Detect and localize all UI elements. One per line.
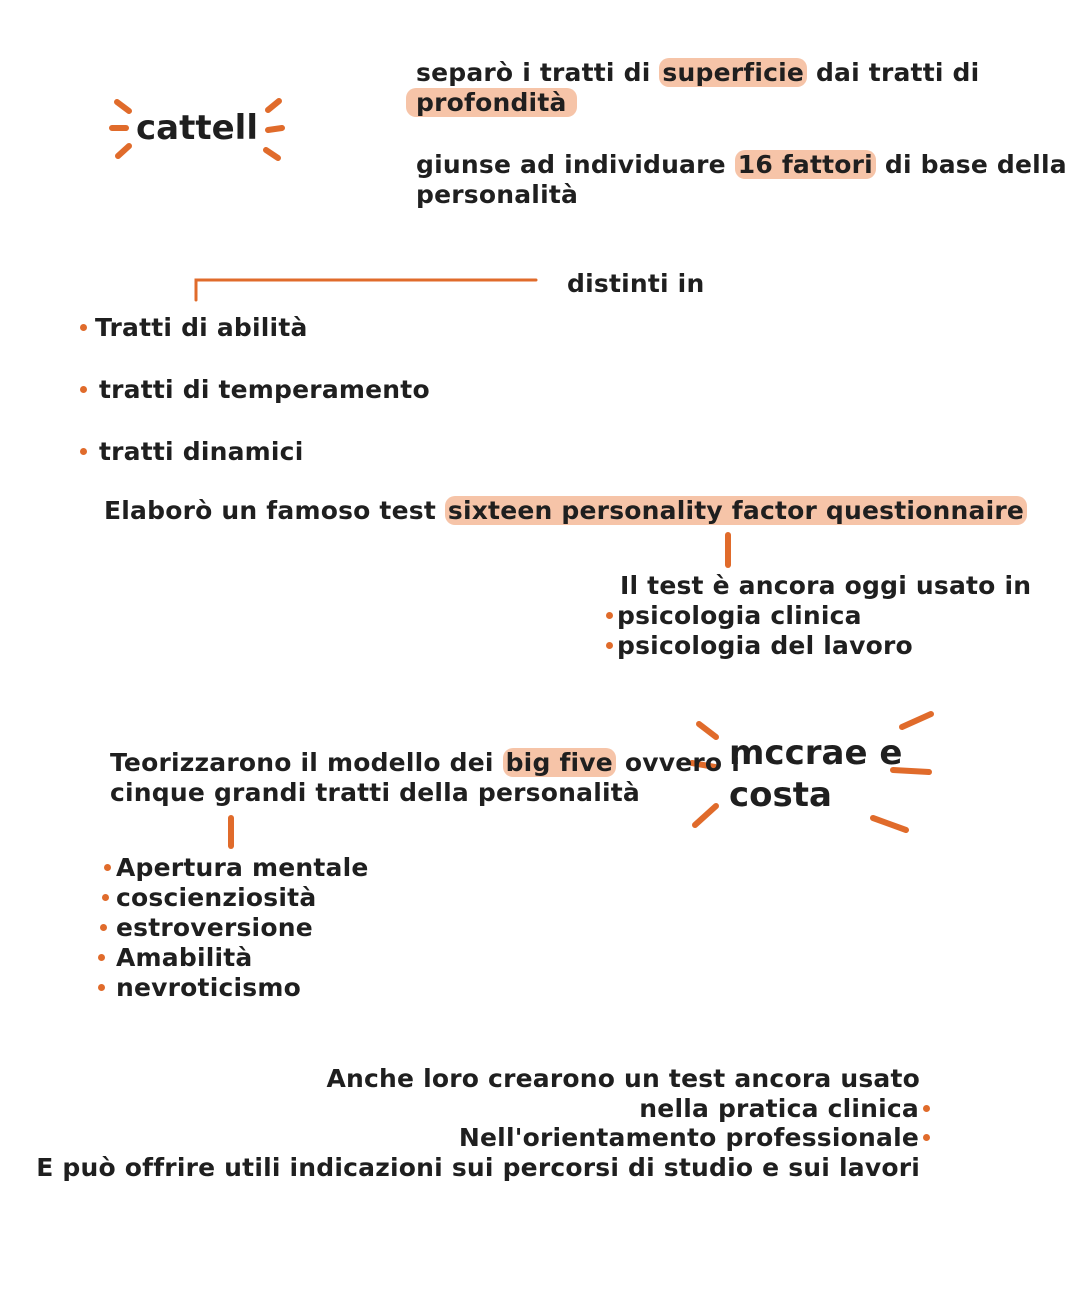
text-segment: Nell'orientamento professionale — [458, 1123, 919, 1152]
burst-stroke — [266, 150, 278, 158]
text-segment: Teorizzarono il modello dei — [110, 748, 503, 777]
bullet-dot — [80, 324, 87, 331]
uso-item — [606, 601, 862, 631]
mccrae-test-line1: Anche loro crearono un test ancora usato — [326, 1064, 920, 1093]
bigfive-label: Apertura mentale — [116, 853, 369, 882]
highlight-big-five: big five — [503, 748, 616, 777]
burst-stroke — [695, 806, 716, 825]
burst-stroke — [117, 102, 129, 111]
tratti-label: tratti di temperamento — [99, 375, 430, 404]
bigfive-item — [102, 883, 316, 913]
burst-stroke — [699, 724, 716, 737]
text-segment: ovvero i — [615, 748, 740, 777]
test-line — [104, 496, 1027, 526]
text-segment: dai tratti di — [807, 58, 980, 87]
tratti-label: tratti dinamici — [99, 437, 304, 466]
highlight-superficie: superficie — [659, 58, 807, 87]
tratti-item — [80, 437, 303, 467]
text-segment: Elaborò un famoso test — [104, 496, 445, 525]
bullet-dot — [80, 386, 87, 393]
burst-stroke — [118, 146, 129, 156]
uso-item — [606, 631, 913, 661]
bullet-dot — [98, 954, 105, 961]
highlight-profondita: profondità — [406, 88, 577, 117]
bigfive-label: coscienziosità — [116, 883, 317, 912]
theory-line2: cinque grandi tratti della personalità — [110, 778, 640, 807]
burst-stroke — [268, 101, 279, 110]
text-segment: giunse ad individuare — [416, 150, 735, 179]
distinti-connector — [196, 280, 536, 300]
cattell-title: cattell — [136, 108, 258, 148]
bigfive-item — [98, 943, 253, 973]
mccrae-title-line2: costa — [729, 775, 832, 815]
uso-label: psicologia clinica — [617, 601, 862, 630]
cattell-line2 — [406, 88, 577, 118]
bullet-dot — [104, 864, 111, 871]
mccrae-test-line4: E può offrire utili indicazioni sui percorsi di studio e sui lavori — [36, 1153, 920, 1182]
mccrae-title-line1: mccrae e — [729, 733, 903, 773]
cattell-line3 — [416, 150, 1067, 180]
text-segment: separò i tratti di — [416, 58, 660, 87]
uso-intro: Il test è ancora oggi usato in — [620, 571, 1032, 600]
highlight-16-fattori: 16 fattori — [735, 150, 876, 179]
tratti-label: Tratti di abilità — [95, 313, 308, 342]
mccrae-test-line2 — [639, 1094, 930, 1124]
bullet-dot — [923, 1105, 930, 1112]
highlight-16pf: sixteen personality factor questionnaire — [445, 496, 1027, 525]
uso-label: psicologia del lavoro — [617, 631, 913, 660]
cattell-line4: personalità — [416, 180, 579, 209]
mccrae-test-line3 — [459, 1123, 930, 1153]
bigfive-item — [104, 853, 369, 883]
bullet-dot — [102, 894, 109, 901]
theory-line1 — [110, 748, 740, 778]
bullet-dot — [98, 984, 105, 991]
bullet-dot — [606, 642, 613, 649]
bigfive-label: Amabilità — [116, 943, 253, 972]
burst-stroke — [873, 818, 906, 830]
bigfive-item — [98, 973, 301, 1003]
tratti-item — [80, 375, 430, 405]
burst-stroke — [268, 128, 282, 130]
text-segment: nella pratica clinica — [639, 1094, 919, 1123]
tratti-item — [80, 313, 308, 343]
burst-stroke — [902, 714, 931, 727]
distinti-label: distinti in — [567, 269, 705, 298]
bullet-dot — [606, 612, 613, 619]
bigfive-label: estroversione — [116, 913, 313, 942]
text-segment: di base della — [875, 150, 1067, 179]
bullet-dot — [80, 448, 87, 455]
bigfive-label: nevroticismo — [116, 973, 301, 1002]
cattell-line1 — [416, 58, 979, 88]
bigfive-item — [100, 913, 313, 943]
bullet-dot — [923, 1134, 930, 1141]
bullet-dot — [100, 924, 107, 931]
